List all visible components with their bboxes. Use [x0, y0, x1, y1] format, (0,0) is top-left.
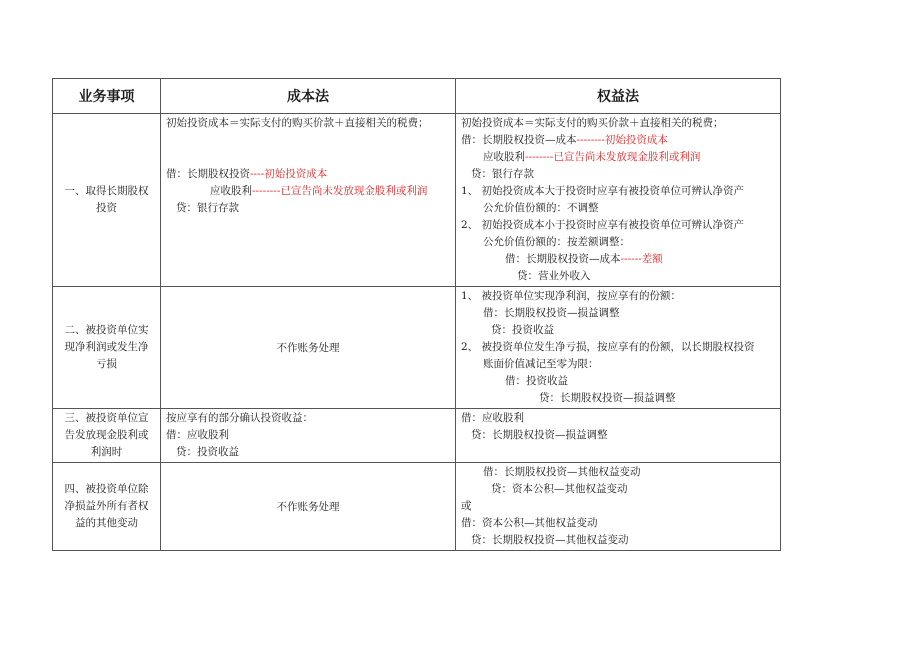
cell-text: 借：资本公积—其他权益变动 — [461, 517, 598, 529]
cell-text: 借：应收股利 — [166, 429, 229, 441]
cell-text: 贷：营业外收入 — [517, 270, 591, 282]
cell-text: 按应享有的部分确认投资收益： — [166, 412, 313, 424]
item-cell — [53, 114, 161, 287]
item-text: 四、被投资单位除 — [64, 483, 149, 495]
cell-text: 账面价值减记至零为限： — [483, 358, 599, 370]
spacer — [166, 132, 450, 149]
header-cost-method: 成本法 — [161, 79, 456, 114]
spacer — [166, 149, 450, 166]
item-text: 净损益外所有者权 — [64, 500, 149, 512]
cell-text — [461, 251, 775, 268]
highlight-text: ------差额 — [620, 253, 663, 265]
cell-text: 贷：投资收益 — [176, 446, 239, 458]
cell-text: 借：长期股权投资—其他权益变动 — [483, 466, 641, 478]
equity-method-cell — [456, 409, 781, 463]
cell-text: 贷：长期股权投资—其他权益变动 — [471, 534, 629, 546]
cell-text: 贷：长期股权投资—损益调整 — [539, 392, 676, 404]
header-equity-method: 权益法 — [456, 79, 781, 114]
cell-text: 贷：银行存款 — [471, 168, 534, 180]
entry-text: 借：长期股权投资—成本 — [505, 253, 621, 265]
header-item: 业务事项 — [53, 79, 161, 114]
item-text: 二、被投资单位实 — [64, 324, 149, 336]
item-cell — [53, 409, 161, 463]
item-cell — [53, 463, 161, 551]
cell-text — [461, 132, 775, 149]
cell-text: 2、 初始投资成本小于投资时应享有被投资单位可辨认净资产 — [461, 219, 745, 231]
item-text: 利润时 — [90, 446, 123, 458]
cell-text: 1、 被投资单位实现净利润，按应享有的份额： — [461, 290, 682, 302]
item-text: 三、被投资单位宣 — [64, 412, 149, 424]
entry-text: 应收股利 — [210, 185, 252, 197]
cell-text — [461, 149, 775, 166]
table-row — [53, 287, 781, 409]
item-text: 投资 — [96, 202, 117, 214]
highlight-text: --------初始投资成本 — [576, 134, 668, 146]
cell-text: 借：投资收益 — [505, 375, 568, 387]
cost-method-cell: 不作账务处理 — [161, 287, 456, 409]
accounting-comparison-table — [52, 78, 781, 551]
cell-text — [166, 183, 450, 200]
table-row — [53, 463, 781, 551]
header-row — [53, 79, 781, 114]
highlight-text: --------已宣告尚未发放现金股利或利润 — [525, 151, 701, 163]
equity-method-cell — [456, 114, 781, 287]
table-row — [53, 409, 781, 463]
cell-text: 或 — [461, 500, 472, 512]
cell-text: 初始投资成本＝实际支付的购买价款＋直接相关的税费； — [166, 117, 429, 129]
cell-text: 贷：长期股权投资—损益调整 — [471, 429, 608, 441]
cell-text: 借：应收股利 — [461, 412, 524, 424]
cost-method-cell — [161, 409, 456, 463]
entry-text: 借：长期股权投资—成本 — [461, 134, 577, 146]
item-text: 告发放现金股利或 — [64, 429, 149, 441]
entry-text: 应收股利 — [483, 151, 525, 163]
cell-text: 公允价值份额的：不调整 — [483, 202, 599, 214]
highlight-text: --------已宣告尚未发放现金股利或利润 — [252, 185, 428, 197]
cost-method-cell — [161, 114, 456, 287]
equity-method-cell — [456, 287, 781, 409]
accounting-comparison-table-wrapper — [52, 78, 780, 546]
table-row — [53, 114, 781, 287]
cell-text: 初始投资成本＝实际支付的购买价款＋直接相关的税费； — [461, 117, 724, 129]
equity-method-cell — [456, 463, 781, 551]
cell-text — [166, 166, 450, 183]
cell-text: 2、 被投资单位发生净亏损，按应享有的份额，以长期股权投资 — [461, 341, 755, 353]
highlight-text: ----初始投资成本 — [250, 168, 328, 180]
cell-text: 公允价值份额的：按差额调整： — [483, 236, 630, 248]
item-text: 亏损 — [96, 358, 117, 370]
item-text: 一、取得长期股权 — [64, 185, 149, 197]
cell-text: 贷：资本公积—其他权益变动 — [491, 483, 628, 495]
cell-text: 贷：投资收益 — [491, 324, 554, 336]
cell-text: 1、 初始投资成本大于投资时应享有被投资单位可辨认净资产 — [461, 185, 745, 197]
entry-text: 借：长期股权投资 — [166, 168, 250, 180]
item-text: 益的其他变动 — [75, 517, 138, 529]
item-cell — [53, 287, 161, 409]
cell-text: 借：长期股权投资—损益调整 — [483, 307, 620, 319]
item-text: 现净利润或发生净 — [64, 341, 149, 353]
cost-method-cell: 不作账务处理 — [161, 463, 456, 551]
cell-text: 贷：银行存款 — [176, 202, 239, 214]
